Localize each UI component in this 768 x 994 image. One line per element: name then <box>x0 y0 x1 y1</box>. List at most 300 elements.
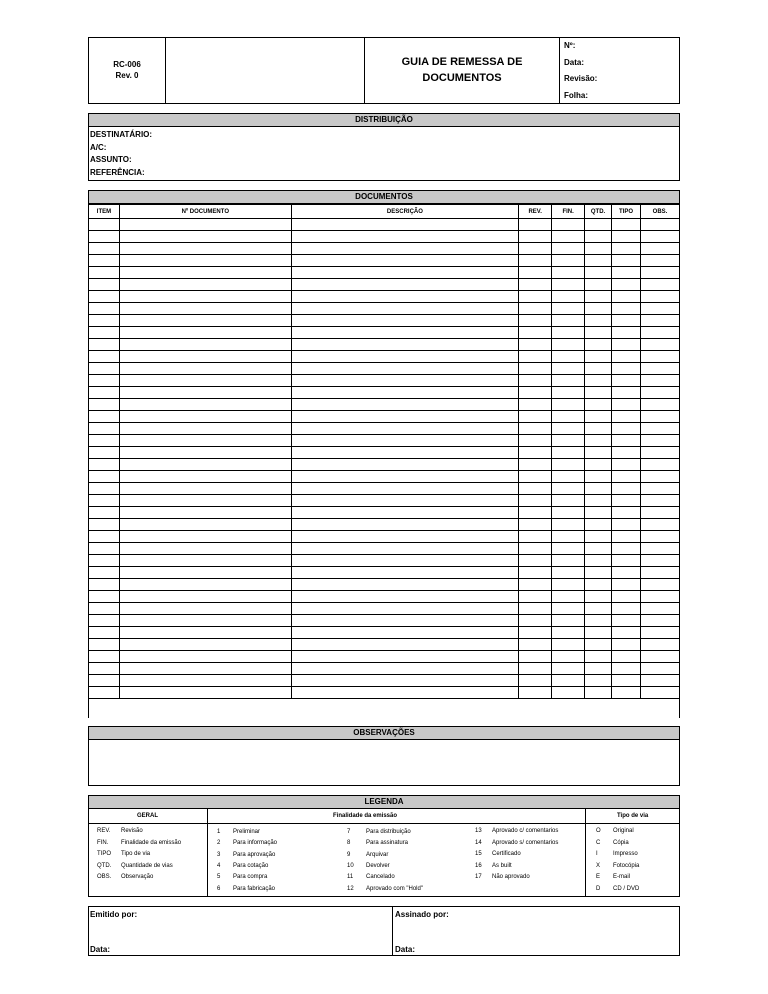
table-cell[interactable] <box>585 339 612 351</box>
table-cell[interactable] <box>641 507 680 519</box>
table-cell[interactable] <box>519 411 552 423</box>
table-cell[interactable] <box>641 543 680 555</box>
table-cell[interactable] <box>612 303 641 315</box>
table-cell[interactable] <box>552 363 585 375</box>
table-cell[interactable] <box>552 303 585 315</box>
table-cell[interactable] <box>552 651 585 663</box>
table-cell[interactable] <box>291 591 519 603</box>
table-cell[interactable] <box>585 423 612 435</box>
table-cell[interactable] <box>89 555 120 567</box>
table-cell[interactable] <box>291 531 519 543</box>
table-cell[interactable] <box>552 687 585 699</box>
table-cell[interactable] <box>519 495 552 507</box>
table-cell[interactable] <box>612 495 641 507</box>
table-cell[interactable] <box>641 531 680 543</box>
table-cell[interactable] <box>89 687 120 699</box>
table-cell[interactable] <box>641 363 680 375</box>
table-cell[interactable] <box>291 483 519 495</box>
table-cell[interactable] <box>641 399 680 411</box>
table-cell[interactable] <box>291 315 519 327</box>
table-cell[interactable] <box>641 423 680 435</box>
table-cell[interactable] <box>519 675 552 687</box>
table-cell[interactable] <box>585 387 612 399</box>
table-cell[interactable] <box>585 483 612 495</box>
table-cell[interactable] <box>89 675 120 687</box>
table-cell[interactable] <box>585 519 612 531</box>
table-cell[interactable] <box>641 483 680 495</box>
table-cell[interactable] <box>612 219 641 231</box>
table-cell[interactable] <box>519 279 552 291</box>
table-cell[interactable] <box>89 651 120 663</box>
table-cell[interactable] <box>119 615 291 627</box>
table-cell[interactable] <box>519 447 552 459</box>
table-cell[interactable] <box>291 327 519 339</box>
table-cell[interactable] <box>641 291 680 303</box>
table-cell[interactable] <box>119 339 291 351</box>
data-right-label[interactable]: Data: <box>395 945 416 954</box>
table-cell[interactable] <box>519 423 552 435</box>
table-cell[interactable] <box>291 543 519 555</box>
table-cell[interactable] <box>89 255 120 267</box>
table-cell[interactable] <box>641 495 680 507</box>
table-cell[interactable] <box>89 339 120 351</box>
table-cell[interactable] <box>519 627 552 639</box>
table-cell[interactable] <box>585 687 612 699</box>
table-cell[interactable] <box>612 627 641 639</box>
table-cell[interactable] <box>291 303 519 315</box>
table-cell[interactable] <box>641 279 680 291</box>
table-cell[interactable] <box>612 387 641 399</box>
table-cell[interactable] <box>552 387 585 399</box>
table-cell[interactable] <box>119 243 291 255</box>
table-cell[interactable] <box>641 639 680 651</box>
table-cell[interactable] <box>519 375 552 387</box>
table-cell[interactable] <box>612 459 641 471</box>
table-cell[interactable] <box>552 555 585 567</box>
table-cell[interactable] <box>552 231 585 243</box>
table-cell[interactable] <box>291 459 519 471</box>
table-cell[interactable] <box>119 255 291 267</box>
table-cell[interactable] <box>641 243 680 255</box>
table-cell[interactable] <box>89 507 120 519</box>
table-cell[interactable] <box>519 603 552 615</box>
table-cell[interactable] <box>119 351 291 363</box>
table-cell[interactable] <box>641 603 680 615</box>
table-cell[interactable] <box>291 615 519 627</box>
table-cell[interactable] <box>89 303 120 315</box>
table-cell[interactable] <box>612 435 641 447</box>
table-cell[interactable] <box>89 483 120 495</box>
table-cell[interactable] <box>612 603 641 615</box>
table-cell[interactable] <box>552 531 585 543</box>
table-cell[interactable] <box>89 387 120 399</box>
table-cell[interactable] <box>585 291 612 303</box>
table-cell[interactable] <box>89 519 120 531</box>
table-cell[interactable] <box>119 387 291 399</box>
table-cell[interactable] <box>552 423 585 435</box>
table-cell[interactable] <box>119 687 291 699</box>
table-cell[interactable] <box>552 507 585 519</box>
table-cell[interactable] <box>552 243 585 255</box>
table-cell[interactable] <box>612 267 641 279</box>
table-cell[interactable] <box>119 531 291 543</box>
table-cell[interactable] <box>519 519 552 531</box>
table-cell[interactable] <box>119 639 291 651</box>
table-cell[interactable] <box>552 519 585 531</box>
table-cell[interactable] <box>89 459 120 471</box>
table-cell[interactable] <box>119 471 291 483</box>
observacoes-field[interactable] <box>89 740 679 786</box>
table-cell[interactable] <box>89 315 120 327</box>
table-cell[interactable] <box>89 615 120 627</box>
table-cell[interactable] <box>641 339 680 351</box>
table-cell[interactable] <box>119 519 291 531</box>
table-cell[interactable] <box>552 411 585 423</box>
table-cell[interactable] <box>552 627 585 639</box>
table-cell[interactable] <box>612 363 641 375</box>
table-cell[interactable] <box>585 555 612 567</box>
table-cell[interactable] <box>641 651 680 663</box>
table-cell[interactable] <box>612 471 641 483</box>
table-cell[interactable] <box>612 519 641 531</box>
table-cell[interactable] <box>552 471 585 483</box>
table-cell[interactable] <box>519 435 552 447</box>
table-cell[interactable] <box>89 495 120 507</box>
table-cell[interactable] <box>585 591 612 603</box>
table-cell[interactable] <box>612 615 641 627</box>
table-cell[interactable] <box>641 627 680 639</box>
table-cell[interactable] <box>585 495 612 507</box>
table-cell[interactable] <box>519 687 552 699</box>
table-cell[interactable] <box>291 423 519 435</box>
table-cell[interactable] <box>612 231 641 243</box>
table-cell[interactable] <box>612 243 641 255</box>
table-cell[interactable] <box>641 315 680 327</box>
table-cell[interactable] <box>89 351 120 363</box>
table-cell[interactable] <box>612 531 641 543</box>
table-cell[interactable] <box>612 507 641 519</box>
table-cell[interactable] <box>612 651 641 663</box>
table-cell[interactable] <box>291 675 519 687</box>
table-cell[interactable] <box>291 447 519 459</box>
emitido-por-label[interactable]: Emitido por: <box>90 910 138 919</box>
table-cell[interactable] <box>119 543 291 555</box>
table-cell[interactable] <box>612 375 641 387</box>
table-cell[interactable] <box>119 375 291 387</box>
table-cell[interactable] <box>519 219 552 231</box>
table-cell[interactable] <box>612 663 641 675</box>
assinado-por-label[interactable]: Assinado por: <box>395 910 449 919</box>
table-cell[interactable] <box>119 459 291 471</box>
table-cell[interactable] <box>519 483 552 495</box>
table-cell[interactable] <box>519 291 552 303</box>
table-cell[interactable] <box>89 663 120 675</box>
table-cell[interactable] <box>585 615 612 627</box>
table-cell[interactable] <box>641 591 680 603</box>
table-cell[interactable] <box>641 579 680 591</box>
table-cell[interactable] <box>89 279 120 291</box>
table-cell[interactable] <box>612 423 641 435</box>
table-cell[interactable] <box>89 591 120 603</box>
table-cell[interactable] <box>552 483 585 495</box>
table-cell[interactable] <box>612 327 641 339</box>
table-cell[interactable] <box>552 399 585 411</box>
table-cell[interactable] <box>585 267 612 279</box>
table-cell[interactable] <box>552 447 585 459</box>
table-cell[interactable] <box>641 471 680 483</box>
table-cell[interactable] <box>119 411 291 423</box>
table-cell[interactable] <box>641 519 680 531</box>
table-cell[interactable] <box>519 255 552 267</box>
table-cell[interactable] <box>585 231 612 243</box>
table-cell[interactable] <box>519 555 552 567</box>
table-cell[interactable] <box>552 591 585 603</box>
table-cell[interactable] <box>585 279 612 291</box>
table-cell[interactable] <box>552 459 585 471</box>
table-cell[interactable] <box>119 651 291 663</box>
table-cell[interactable] <box>519 243 552 255</box>
table-cell[interactable] <box>612 639 641 651</box>
table-cell[interactable] <box>291 231 519 243</box>
table-cell[interactable] <box>291 579 519 591</box>
table-cell[interactable] <box>585 363 612 375</box>
table-cell[interactable] <box>519 615 552 627</box>
table-cell[interactable] <box>612 291 641 303</box>
field-ac[interactable]: A/C: <box>90 142 107 152</box>
table-cell[interactable] <box>519 591 552 603</box>
table-cell[interactable] <box>519 327 552 339</box>
table-cell[interactable] <box>585 447 612 459</box>
table-cell[interactable] <box>585 627 612 639</box>
table-cell[interactable] <box>585 351 612 363</box>
table-cell[interactable] <box>641 231 680 243</box>
table-cell[interactable] <box>89 375 120 387</box>
table-cell[interactable] <box>612 675 641 687</box>
table-cell[interactable] <box>119 435 291 447</box>
table-cell[interactable] <box>612 687 641 699</box>
table-cell[interactable] <box>119 399 291 411</box>
table-cell[interactable] <box>612 447 641 459</box>
table-cell[interactable] <box>552 219 585 231</box>
table-cell[interactable] <box>552 375 585 387</box>
table-cell[interactable] <box>552 543 585 555</box>
table-cell[interactable] <box>585 675 612 687</box>
table-cell[interactable] <box>519 363 552 375</box>
table-cell[interactable] <box>89 411 120 423</box>
table-cell[interactable] <box>641 375 680 387</box>
table-cell[interactable] <box>641 411 680 423</box>
table-cell[interactable] <box>291 603 519 615</box>
table-cell[interactable] <box>89 231 120 243</box>
table-cell[interactable] <box>552 315 585 327</box>
table-cell[interactable] <box>552 579 585 591</box>
table-cell[interactable] <box>641 351 680 363</box>
table-cell[interactable] <box>89 471 120 483</box>
table-cell[interactable] <box>89 267 120 279</box>
table-cell[interactable] <box>552 663 585 675</box>
table-cell[interactable] <box>119 495 291 507</box>
table-cell[interactable] <box>612 339 641 351</box>
table-cell[interactable] <box>585 255 612 267</box>
table-cell[interactable] <box>519 231 552 243</box>
table-cell[interactable] <box>552 675 585 687</box>
table-cell[interactable] <box>519 567 552 579</box>
table-cell[interactable] <box>612 555 641 567</box>
field-destinatario[interactable]: DESTINATÁRIO: <box>90 130 153 139</box>
table-cell[interactable] <box>89 447 120 459</box>
table-cell[interactable] <box>641 327 680 339</box>
table-cell[interactable] <box>585 603 612 615</box>
table-cell[interactable] <box>119 579 291 591</box>
table-cell[interactable] <box>585 315 612 327</box>
table-cell[interactable] <box>585 375 612 387</box>
table-cell[interactable] <box>612 255 641 267</box>
table-cell[interactable] <box>552 435 585 447</box>
table-cell[interactable] <box>119 363 291 375</box>
table-cell[interactable] <box>519 351 552 363</box>
table-cell[interactable] <box>291 507 519 519</box>
table-cell[interactable] <box>119 219 291 231</box>
table-cell[interactable] <box>519 471 552 483</box>
table-cell[interactable] <box>119 447 291 459</box>
table-cell[interactable] <box>291 279 519 291</box>
table-cell[interactable] <box>119 303 291 315</box>
table-cell[interactable] <box>291 651 519 663</box>
table-cell[interactable] <box>585 531 612 543</box>
table-cell[interactable] <box>119 315 291 327</box>
table-cell[interactable] <box>519 663 552 675</box>
table-cell[interactable] <box>641 387 680 399</box>
table-cell[interactable] <box>119 663 291 675</box>
table-cell[interactable] <box>641 675 680 687</box>
table-cell[interactable] <box>641 435 680 447</box>
table-cell[interactable] <box>585 219 612 231</box>
table-cell[interactable] <box>519 267 552 279</box>
table-cell[interactable] <box>291 411 519 423</box>
table-cell[interactable] <box>291 495 519 507</box>
table-cell[interactable] <box>291 663 519 675</box>
table-cell[interactable] <box>612 543 641 555</box>
table-cell[interactable] <box>89 639 120 651</box>
table-cell[interactable] <box>119 267 291 279</box>
table-cell[interactable] <box>119 675 291 687</box>
table-cell[interactable] <box>291 339 519 351</box>
table-cell[interactable] <box>291 687 519 699</box>
data-left-label[interactable]: Data: <box>90 945 111 954</box>
table-cell[interactable] <box>119 555 291 567</box>
table-cell[interactable] <box>585 471 612 483</box>
table-cell[interactable] <box>519 459 552 471</box>
table-cell[interactable] <box>552 267 585 279</box>
table-cell[interactable] <box>585 303 612 315</box>
table-cell[interactable] <box>552 351 585 363</box>
table-cell[interactable] <box>291 255 519 267</box>
table-cell[interactable] <box>291 267 519 279</box>
table-cell[interactable] <box>641 303 680 315</box>
table-cell[interactable] <box>641 567 680 579</box>
table-cell[interactable] <box>519 531 552 543</box>
table-cell[interactable] <box>291 435 519 447</box>
table-cell[interactable] <box>89 219 120 231</box>
table-cell[interactable] <box>552 615 585 627</box>
table-cell[interactable] <box>585 663 612 675</box>
table-cell[interactable] <box>519 315 552 327</box>
field-referencia[interactable]: REFERÊNCIA: <box>90 167 145 177</box>
table-cell[interactable] <box>291 291 519 303</box>
table-cell[interactable] <box>119 603 291 615</box>
table-cell[interactable] <box>641 555 680 567</box>
table-cell[interactable] <box>641 687 680 699</box>
table-cell[interactable] <box>291 555 519 567</box>
table-cell[interactable] <box>552 327 585 339</box>
table-cell[interactable] <box>519 339 552 351</box>
table-cell[interactable] <box>552 279 585 291</box>
table-cell[interactable] <box>89 627 120 639</box>
table-cell[interactable] <box>119 627 291 639</box>
table-cell[interactable] <box>612 399 641 411</box>
table-cell[interactable] <box>612 483 641 495</box>
table-cell[interactable] <box>119 327 291 339</box>
table-cell[interactable] <box>89 243 120 255</box>
table-cell[interactable] <box>585 651 612 663</box>
table-cell[interactable] <box>641 615 680 627</box>
table-cell[interactable] <box>585 507 612 519</box>
table-cell[interactable] <box>89 363 120 375</box>
table-cell[interactable] <box>89 399 120 411</box>
table-cell[interactable] <box>89 579 120 591</box>
table-cell[interactable] <box>612 579 641 591</box>
table-cell[interactable] <box>612 279 641 291</box>
table-cell[interactable] <box>612 567 641 579</box>
table-cell[interactable] <box>612 351 641 363</box>
table-cell[interactable] <box>552 291 585 303</box>
table-cell[interactable] <box>291 243 519 255</box>
table-cell[interactable] <box>291 627 519 639</box>
table-cell[interactable] <box>552 255 585 267</box>
table-cell[interactable] <box>89 327 120 339</box>
table-cell[interactable] <box>612 411 641 423</box>
table-cell[interactable] <box>585 459 612 471</box>
table-cell[interactable] <box>89 567 120 579</box>
table-cell[interactable] <box>119 483 291 495</box>
table-cell[interactable] <box>519 387 552 399</box>
table-cell[interactable] <box>291 219 519 231</box>
table-cell[interactable] <box>89 543 120 555</box>
table-cell[interactable] <box>519 579 552 591</box>
table-cell[interactable] <box>585 411 612 423</box>
table-cell[interactable] <box>612 315 641 327</box>
table-cell[interactable] <box>519 639 552 651</box>
table-cell[interactable] <box>119 567 291 579</box>
table-cell[interactable] <box>585 567 612 579</box>
table-cell[interactable] <box>641 663 680 675</box>
table-cell[interactable] <box>119 279 291 291</box>
table-cell[interactable] <box>519 399 552 411</box>
table-cell[interactable] <box>552 639 585 651</box>
table-cell[interactable] <box>585 435 612 447</box>
table-cell[interactable] <box>119 591 291 603</box>
table-cell[interactable] <box>519 303 552 315</box>
table-cell[interactable] <box>291 387 519 399</box>
table-cell[interactable] <box>519 651 552 663</box>
table-cell[interactable] <box>612 591 641 603</box>
table-cell[interactable] <box>552 603 585 615</box>
table-cell[interactable] <box>119 291 291 303</box>
table-cell[interactable] <box>89 531 120 543</box>
table-cell[interactable] <box>641 267 680 279</box>
table-cell[interactable] <box>291 471 519 483</box>
table-cell[interactable] <box>89 291 120 303</box>
